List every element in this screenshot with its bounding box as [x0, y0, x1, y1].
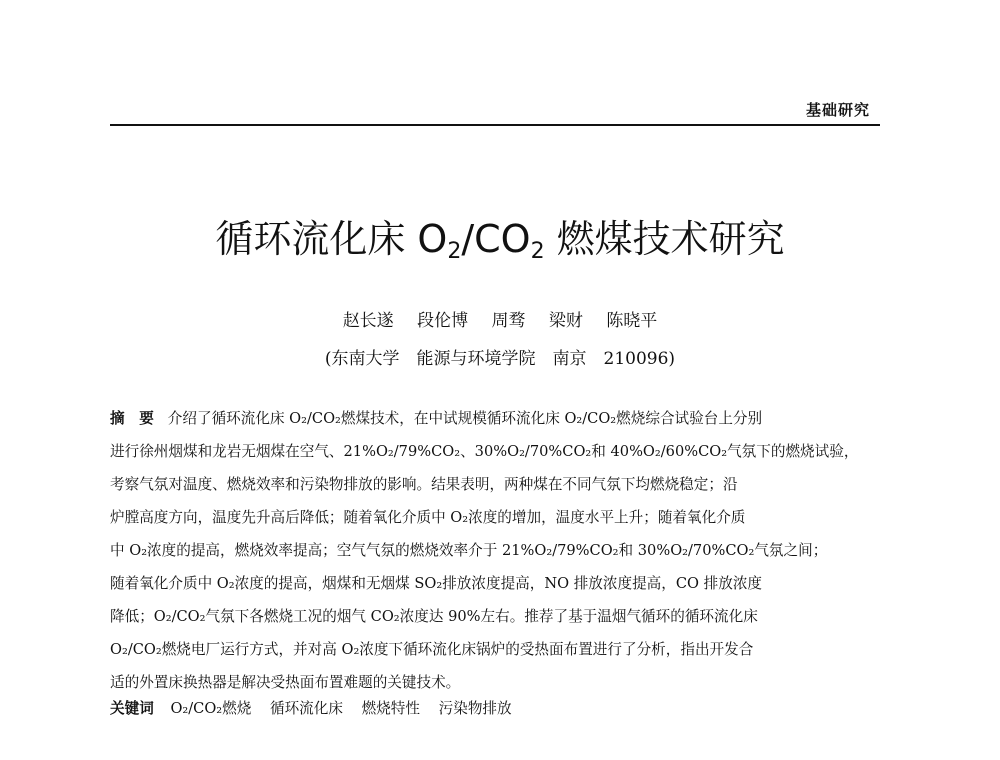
abstract-text: 介绍了循环流化床 O₂/CO₂燃煤技术，在中试规模循环流化床 O₂/CO₂燃烧综合试验台上分别: [167, 410, 763, 427]
author-name: 段伦博: [417, 311, 469, 331]
author-list: [0, 306, 1000, 331]
header-rule: [110, 124, 880, 126]
section-label: 基础研究: [805, 101, 870, 119]
abstract-line: 进行徐州烟煤和龙岩无烟煤在空气、21%O₂/79%CO₂、30%O₂/70%CO₂和 40%O₂/60%CO₂气氛下的燃烧试验，: [110, 443, 859, 460]
paper-title: [0, 216, 1000, 275]
abstract-label: 摘 要: [110, 410, 154, 427]
title-part1: 循环流化床 O: [215, 217, 448, 261]
keyword-item: O₂/CO₂燃烧: [170, 700, 252, 717]
keywords: [110, 697, 882, 718]
abstract-line: 适的外置床换热器是解决受热面布置难题的关键技术。: [110, 674, 461, 691]
keyword-item: 污染物排放: [438, 700, 512, 717]
affiliation: (东南大学 能源与环境学院 南京 210096): [324, 349, 676, 369]
title-sub2: 2: [530, 239, 545, 264]
author-name: 梁财: [548, 311, 583, 331]
abstract: [110, 402, 882, 699]
keyword-item: 循环流化床: [269, 700, 343, 717]
author-name: 陈晓平: [606, 311, 658, 331]
abstract-line: [110, 402, 882, 435]
abstract-line: 随着氧化介质中 O₂浓度的提高，烟煤和无烟煤 SO₂排放浓度提高，NO 排放浓度提高，CO 排放浓度: [110, 575, 763, 592]
keyword-item: 燃烧特性: [361, 700, 420, 717]
keywords-label: 关键词: [110, 700, 154, 717]
title-part2: /CO: [461, 217, 531, 261]
abstract-line: 考察气氛对温度、燃烧效率和污染物排放的影响。结果表明，两种煤在不同气氛下均燃烧稳定；沿: [110, 476, 738, 493]
abstract-line: 炉膛高度方向，温度先升高后降低；随着氧化介质中 O₂浓度的增加，温度水平上升；随着氧化介质: [110, 509, 746, 526]
abstract-line: 中 O₂浓度的提高，燃烧效率提高；空气气氛的燃烧效率介于 21%O₂/79%CO₂和 30%O₂/70%CO₂气氛之间；: [110, 542, 828, 559]
abstract-line: 降低；O₂/CO₂气氛下各燃烧工况的烟气 CO₂浓度达 90%左右。推荐了基于温烟气循环的循环流化床: [110, 608, 758, 625]
author-name: 赵长遂: [342, 311, 394, 331]
title-part3: 燃煤技术研究: [544, 217, 785, 261]
abstract-line: O₂/CO₂燃烧电厂运行方式，并对高 O₂浓度下循环流化床锅炉的受热面布置进行了分析，指出开发合: [110, 641, 754, 658]
title-sub1: 2: [447, 239, 462, 264]
author-name: 周骛: [491, 311, 526, 331]
